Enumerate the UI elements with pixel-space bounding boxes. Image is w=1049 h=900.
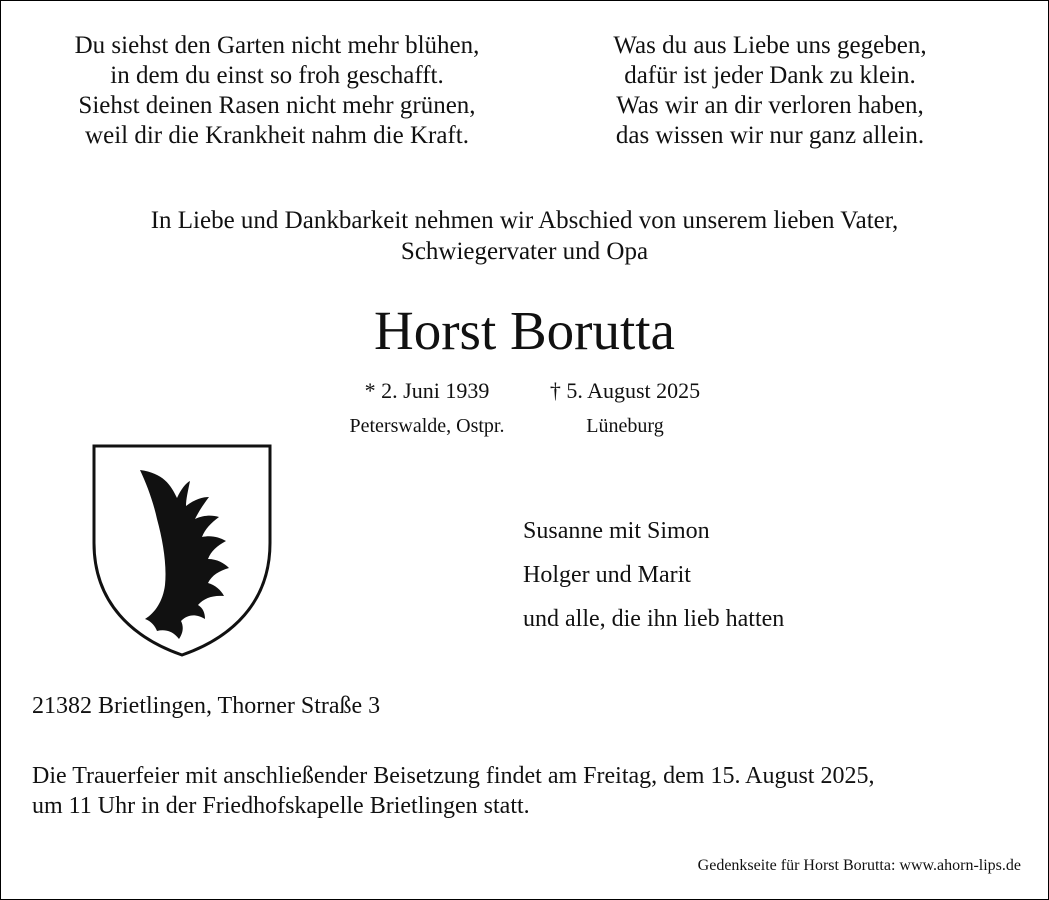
- intro-line: Schwiegervater und Opa: [400, 238, 649, 265]
- poem-left-line: Siehst deinen Rasen nicht mehr grünen,: [78, 92, 476, 119]
- poem-right-line: dafür ist jeder Dank zu klein.: [624, 62, 916, 89]
- funeral-line: Die Trauerfeier mit anschließender Beisetzung findet am Freitag, dem 15. August 2025,: [32, 763, 875, 789]
- funeral-info: [32, 761, 874, 821]
- address: 21382 Brietlingen, Thorner Straße 3: [32, 693, 381, 719]
- poem-right-line: Was du aus Liebe uns gegeben,: [613, 32, 927, 59]
- antler-crest-icon: [91, 443, 273, 658]
- deceased-name: Horst Borutta: [374, 300, 675, 361]
- poem-left-line: weil dir die Krankheit nahm die Kraft.: [85, 122, 469, 149]
- intro-line: In Liebe und Dankbarkeit nehmen wir Abschied von unserem lieben Vater,: [150, 207, 899, 234]
- poem-left-line: Du siehst den Garten nicht mehr blühen,: [74, 32, 480, 59]
- death-date: † 5. August 2025: [549, 378, 701, 403]
- poem-right: [540, 31, 1000, 151]
- family-member: Holger und Marit: [523, 562, 691, 588]
- memorial-page-link[interactable]: Gedenkseite für Horst Borutta: www.ahorn-lips.de: [697, 857, 1021, 874]
- family-member: und alle, die ihn lieb hatten: [523, 606, 785, 632]
- poem-right-line: Was wir an dir verloren haben,: [616, 92, 924, 119]
- birth-place: Peterswalde, Ostpr.: [349, 415, 505, 437]
- poem-left: [47, 31, 507, 151]
- funeral-line: um 11 Uhr in der Friedhofskapelle Brietlingen statt.: [32, 793, 530, 819]
- family-list: [523, 509, 784, 641]
- poem-left-line: in dem du einst so froh geschafft.: [110, 62, 444, 89]
- family-member: Susanne mit Simon: [523, 518, 710, 544]
- death-place: Lüneburg: [586, 415, 664, 437]
- birth-date: * 2. Juni 1939: [364, 378, 490, 403]
- poem-right-line: das wissen wir nur ganz allein.: [615, 122, 925, 149]
- intro-text: [0, 205, 1049, 267]
